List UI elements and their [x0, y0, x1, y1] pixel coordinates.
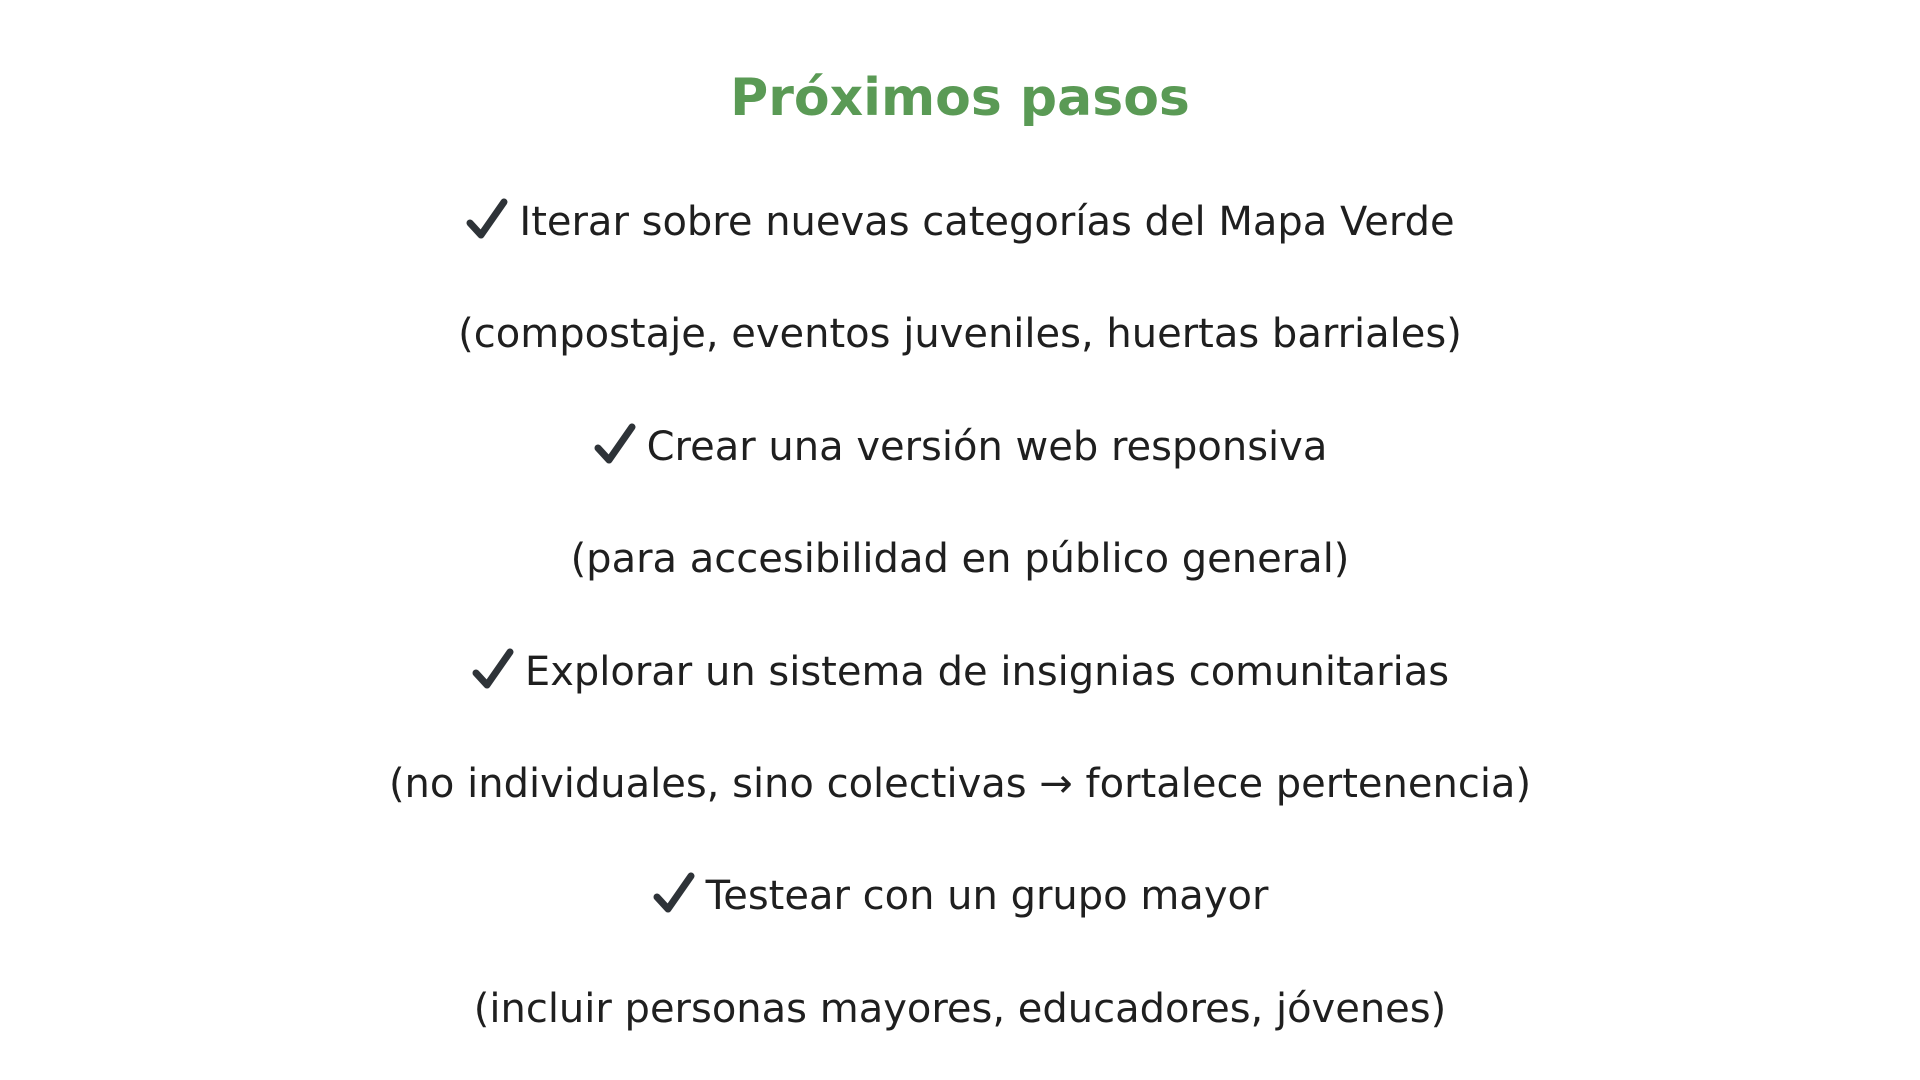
item-1-main	[0, 192, 1920, 252]
item-3-detail: (no individuales, sino colectivas → fortalece pertenencia)	[388, 761, 1532, 807]
item-1-main-text: Iterar sobre nuevas categorías del Mapa Verde	[519, 199, 1455, 245]
check-icon	[593, 422, 637, 466]
item-2-main	[0, 417, 1920, 477]
item-3-main	[0, 642, 1920, 702]
slide-title: Próximos pasos	[730, 68, 1190, 128]
item-2-main-text: Crear una versión web responsiva	[646, 424, 1328, 470]
item-3-main-text: Explorar un sistema de insignias comunitarias	[524, 649, 1450, 695]
item-4-main-text: Testear con un grupo mayor	[705, 873, 1269, 919]
item-1-detail: (compostaje, eventos juveniles, huertas barriales)	[458, 311, 1462, 357]
item-4-detail: (incluir personas mayores, educadores, jóvenes)	[473, 986, 1447, 1032]
item-2-detail: (para accesibilidad en público general)	[570, 536, 1350, 582]
check-icon	[471, 647, 515, 691]
item-4-main	[0, 866, 1920, 926]
check-icon	[465, 197, 509, 241]
check-icon	[652, 871, 696, 915]
